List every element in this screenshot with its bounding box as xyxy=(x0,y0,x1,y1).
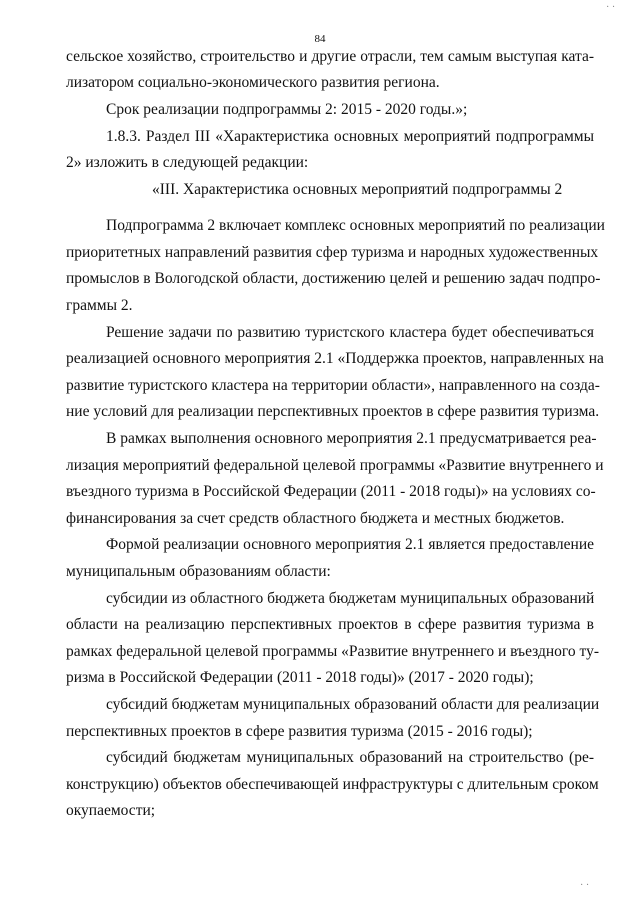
text-line: лизация мероприятий федеральной целевой программы «Развитие внутреннего и xyxy=(66,457,604,474)
text-line: Решение задачи по развитию туристского кластера будет обеспечиваться xyxy=(106,324,594,341)
text-line: рамках федеральной целевой программы «Развитие внутреннего и въездного ту- xyxy=(66,643,599,660)
text-line: В рамках выполнения основного мероприятия 2.1 предусматривается реа- xyxy=(106,430,597,447)
text-line: муниципальным образованиям области: xyxy=(66,563,331,580)
text-line: промыслов в Вологодской области, достижению целей и решению задач подпро- xyxy=(66,270,601,287)
text-line: конструкцию) объектов обеспечивающей инфраструктуры с длительным сроком xyxy=(66,776,599,793)
text-line: Подпрограмма 2 включает комплекс основных мероприятий по реализации xyxy=(106,217,605,234)
text-line: ризма в Российской Федерации (2011 - 2018 годы)» (2017 - 2020 годы); xyxy=(66,669,534,686)
text-line: окупаемости; xyxy=(66,802,156,819)
page-number: 84 xyxy=(314,33,326,45)
text-line: субсидии из областного бюджета бюджетам муниципальных образований xyxy=(106,590,595,607)
text-line: 2» изложить в следующей редакции: xyxy=(66,154,309,171)
text-line: ние условий для реализации перспективных проектов в сфере развития туризма. xyxy=(66,403,600,420)
text-line: Формой реализации основного мероприятия 2.1 является предоставление xyxy=(106,536,594,553)
text-line: финансирования за счет средств областного бюджета и местных бюджетов. xyxy=(66,510,565,527)
text-line: Срок реализации подпрограммы 2: 2015 - 2020 годы.»; xyxy=(106,101,468,118)
text-line: приоритетных направлений развития сфер туризма и народных художественных xyxy=(66,244,599,261)
text-line: сельское хозяйство, строительство и другие отрасли, тем самым выступая ката- xyxy=(66,48,594,65)
text-line: лизатором социально-экономического развития региона. xyxy=(66,74,440,91)
section-heading: «III. Характеристика основных мероприятий подпрограммы 2 xyxy=(152,181,563,198)
text-line: перспективных проектов в сфере развития туризма (2015 - 2016 годы); xyxy=(66,723,533,740)
text-line: реализацией основного мероприятия 2.1 «Поддержка проектов, направленных на xyxy=(66,350,604,367)
text-line: граммы 2. xyxy=(66,297,133,314)
text-line: 1.8.3. Раздел III «Характеристика основных мероприятий подпрограммы xyxy=(106,128,594,145)
scan-corner-mark-bottom: · · xyxy=(580,880,590,891)
text-line: въездного туризма в Российской Федерации (2011 - 2018 годы)» на условиях со- xyxy=(66,483,596,500)
text-line: развитие туристского кластера на территории области», направленного на созда- xyxy=(66,377,600,394)
text-line: области на реализацию перспективных проектов в сфере развития туризма в xyxy=(66,616,594,633)
text-line: субсидий бюджетам муниципальных образований области для реализации xyxy=(106,696,600,713)
text-line: субсидий бюджетам муниципальных образований на строительство (ре- xyxy=(106,749,594,766)
scan-corner-mark-top: · · xyxy=(606,2,616,13)
